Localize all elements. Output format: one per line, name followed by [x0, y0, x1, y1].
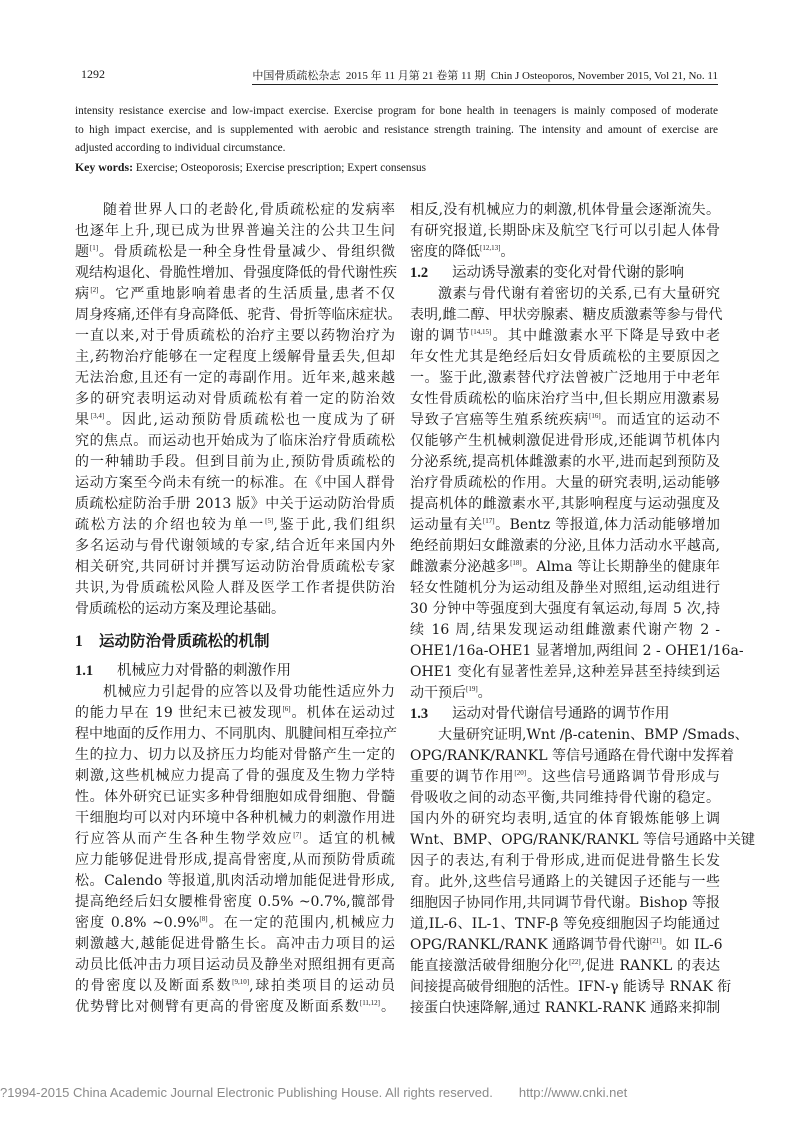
abstract	[75, 102, 718, 178]
keywords-label: Key words:	[75, 160, 133, 175]
text-line	[75, 263, 395, 284]
line-text: 果	[75, 412, 91, 428]
line-text: 能直接激活破骨细胞分化	[410, 958, 570, 974]
citation: [22]	[569, 958, 581, 966]
abstract-line: to high impact exercise, and is supplemented with aerobic and resistance strength training. The intensity and amount of exercise are	[75, 123, 718, 136]
text-line	[410, 326, 720, 347]
line-text: 究的焦点。而运动也开始成为了临床治疗骨质疏松	[75, 433, 395, 449]
line-text: 分泌系统,提高机体雌激素的水平,进而起到预防及	[410, 454, 720, 470]
text-line	[410, 389, 720, 410]
line-text: 提高绝经后妇女腰椎骨密度 0.5% ~0.7%,髋部骨	[75, 894, 395, 910]
text-line	[75, 766, 395, 787]
line-text: OHE1 变化有显著性差异,这种差异甚至持续到运	[410, 664, 720, 680]
subsection-heading	[75, 661, 395, 682]
line-text: 。	[477, 685, 492, 701]
line-text: 骨吸收之间的动态平衡,共同维持骨代谢的稳定。	[410, 790, 720, 806]
subsection-title: 机械应力对骨骼的刺激作用	[117, 663, 291, 679]
paragraph	[410, 284, 744, 704]
citation: [14,15]	[470, 328, 492, 336]
text-line	[75, 724, 395, 745]
line-text: 。因此,运动预防骨质疏松也一度成为了研	[104, 412, 396, 428]
line-text: 。其中雌激素水平下降是导致中老	[491, 328, 721, 344]
text-line	[75, 389, 395, 410]
line-text: 多的研究表明运动对骨质疏松有着一定的防治效	[75, 391, 395, 407]
text-line	[410, 977, 732, 998]
text-line	[410, 872, 720, 893]
abstract-line: adjusted according to individual circumstance.	[75, 142, 286, 155]
line-text: 激素与骨代谢有着密切的关系,已有大量研究	[438, 286, 720, 302]
text-line	[410, 368, 720, 389]
line-text: 行应答从而产生各种生物学效应	[75, 831, 294, 847]
abstract-line: intensity resistance exercise and low-impact exercise. Exercise program for bone health in teenagers is mainly composed of moderate	[75, 105, 718, 117]
line-text: ,球拍类项目的运动员	[249, 978, 395, 994]
text-line	[410, 599, 720, 620]
line-text: 周身疼痛,还伴有身高降低、驼背、骨折等临床症状。	[75, 307, 402, 323]
line-text: 提高机体的雌激素水平,其影响程度与运动强度及	[410, 496, 720, 512]
line-text: 一直以来,对于骨质疏松的治疗主要以药物治疗为	[75, 328, 395, 344]
text-line	[410, 662, 720, 683]
text-line	[410, 788, 720, 809]
line-text: 运动方案至今尚未有统一的标准。在《中国人群骨	[75, 475, 395, 491]
copyright-notice: ?1994-2015 China Academic Journal Electronic Publishing House. All rights reserved.	[0, 1085, 493, 1100]
line-text: 。适宜的机械	[301, 831, 396, 847]
text-line	[75, 452, 395, 473]
text-line	[410, 494, 720, 515]
section-number: 1	[75, 633, 83, 650]
text-line	[75, 682, 395, 703]
line-text: Wnt、BMP、OPG/RANK/RANKL 等信号通路中关键	[410, 832, 756, 848]
text-line	[75, 997, 395, 1018]
line-text: 骨质疏松的运动方案及理论基础。	[75, 601, 285, 617]
journal-title-en: Chin J Osteoporos, November 2015, Vol 21, No. 11	[490, 70, 718, 82]
line-text: 程中地面的反作用力、不同肌肉、肌腱间相互牵拉产	[75, 726, 397, 742]
citation: [21]	[649, 937, 662, 945]
text-line	[410, 620, 720, 641]
line-text: 。Alma 等让长期静坐的健康年	[521, 559, 720, 575]
text-line	[410, 746, 734, 767]
text-line	[75, 892, 395, 913]
line-text: 表明,雌二醇、甲状旁腺素、糖皮质激素等参与骨代	[410, 307, 723, 323]
line-text: 。机体在运动过	[290, 705, 396, 721]
text-line	[75, 787, 395, 808]
citation: [20]	[514, 769, 527, 777]
line-text: 应力能够促进骨形成,提高骨密度,从而预防骨质疏	[75, 852, 395, 868]
line-text: 密度的降低	[410, 244, 480, 260]
line-text: OPG/RANKL/RANK 通路调节骨代谢	[410, 937, 650, 953]
line-text: 育。此外,这些信号通路上的关键因子还能与一些	[410, 874, 720, 890]
text-line	[75, 808, 395, 829]
line-text: 轻女性随机分为运动组及静坐对照组,运动组进行	[410, 580, 720, 596]
text-line	[410, 473, 720, 494]
left-column	[75, 200, 402, 1018]
line-text: 题	[75, 244, 90, 260]
line-text: 重要的调节作用	[410, 769, 515, 785]
text-line	[410, 830, 756, 851]
line-text: 续 16 周,结果发现运动组雌激素代谢产物 2 -	[410, 622, 720, 638]
text-line	[75, 221, 395, 242]
keywords	[75, 158, 718, 178]
paragraph	[410, 725, 756, 1019]
line-text: 。如 IL-6	[661, 937, 723, 953]
line-text: 动干预后	[410, 685, 466, 701]
text-line	[410, 410, 720, 431]
citation: [16]	[589, 412, 601, 420]
line-text: 主,药物治疗能够在一定程度上缓解骨量丢失,但却	[75, 349, 395, 365]
line-text: 接蛋白快速降解,通过 RANKL-RANK 通路来抑制	[410, 1000, 721, 1016]
text-line	[410, 851, 720, 872]
line-text: 仅能够产生机械刺激促进骨形成,还能调节机体内	[410, 433, 720, 449]
text-line	[410, 998, 720, 1019]
citation: [11,12]	[359, 999, 381, 1007]
line-text: 密度 0.8% ~0.9%	[75, 915, 200, 931]
text-line	[410, 452, 720, 473]
text-line	[410, 221, 720, 242]
paragraph	[75, 200, 402, 620]
line-text: 干细胞均可以对内环境中各种机械力的刺激作用进	[75, 810, 395, 826]
text-line	[410, 347, 720, 368]
text-line	[75, 745, 395, 766]
line-text: 。Bentz 等报道,体力活动能够增加	[494, 517, 721, 533]
line-text: 动员比低冲击力项目运动员及静坐对照组拥有更高	[75, 957, 395, 973]
line-text: 道,IL-6、IL-1、TNF-β 等免疫细胞因子均能通过	[410, 916, 720, 932]
text-line	[75, 955, 395, 976]
citation: [9,10]	[232, 978, 250, 986]
line-text: 运动量有关	[410, 517, 483, 533]
text-line	[410, 284, 720, 305]
text-line	[75, 557, 395, 578]
text-line	[75, 200, 395, 221]
line-text: 相反,没有机械应力的刺激,机体骨量会逐渐流失。	[410, 202, 720, 218]
line-text: 治疗骨质疏松的作用。大量的研究表明,运动能够	[410, 475, 720, 491]
text-line	[410, 809, 720, 830]
text-line	[75, 578, 395, 599]
text-line	[410, 914, 720, 935]
text-line	[410, 956, 720, 977]
section-heading	[75, 630, 395, 651]
text-line	[410, 557, 720, 578]
line-text: 国内外的研究均表明,适宜的体育锻炼能够上调	[410, 811, 720, 827]
line-text: 。它严重地影响着患者的生活质量,患者不仅	[98, 286, 396, 302]
line-text: 优势臂比对侧臂有更高的骨密度及断面系数	[75, 999, 360, 1015]
text-line	[75, 347, 395, 368]
line-text: 病	[75, 286, 91, 302]
text-line	[75, 829, 395, 850]
text-line	[75, 242, 395, 263]
citation: [12,13]	[480, 244, 501, 252]
citation: [17]	[482, 517, 495, 525]
citation: [5]	[265, 517, 274, 525]
text-line	[75, 703, 395, 724]
citation: [18]	[510, 559, 522, 567]
subsection-number: 1.1	[75, 663, 94, 679]
text-line	[410, 431, 720, 452]
line-text: 。这些信号通路调节骨形成与	[526, 769, 721, 785]
text-line	[75, 368, 395, 389]
text-line	[75, 410, 395, 431]
text-line	[75, 431, 395, 452]
line-text: 。而适宜的运动不	[600, 412, 721, 428]
text-line	[75, 913, 395, 934]
citation: [3,4]	[90, 412, 105, 420]
citation: [6]	[282, 705, 291, 713]
subsection-heading	[410, 263, 720, 284]
page-number: 1292	[81, 67, 105, 81]
text-line	[75, 599, 395, 620]
text-line	[75, 536, 395, 557]
line-text: 间接提高破骨细胞的活性。IFN-γ 能诱导 RNAK 衔	[410, 979, 732, 995]
keywords-list: Exercise; Osteoporosis; Exercise prescription; Expert consensus	[135, 162, 427, 175]
text-line	[410, 536, 720, 557]
line-text: 30 分钟中等强度到大强度有氧运动,每周 5 次,持	[410, 601, 720, 617]
text-line	[75, 494, 395, 515]
line-text: 也逐年上升,现已成为世界普遍关注的公共卫生问	[75, 223, 395, 239]
line-text: 。	[500, 244, 515, 260]
citation: [7]	[293, 831, 302, 839]
citation: [19]	[466, 685, 478, 693]
text-line	[75, 850, 395, 871]
line-text: 刺激,这些机械应力提高了骨的强度及生物力学特	[75, 768, 395, 784]
line-text: 的能力早在 19 世纪末已被发现	[75, 705, 283, 721]
line-text: 随着世界人口的老龄化,骨质疏松症的发病率	[103, 202, 395, 218]
text-line	[410, 578, 720, 599]
subsection-heading	[410, 704, 720, 725]
text-line	[410, 200, 720, 221]
text-line	[75, 284, 395, 305]
text-line	[410, 515, 720, 536]
text-line	[75, 515, 395, 536]
line-text: 质疏松症防治手册 2013 版》中关于运动防治骨质	[75, 496, 395, 512]
line-text: 细胞因子协同作用,共同调节骨代谢。Bishop 等报	[410, 895, 720, 911]
line-text: 绝经前期妇女雌激素的分泌,且体力活动水平越高,	[410, 538, 720, 554]
line-text: 刺激越大,越能促进骨骼生长。高冲击力项目的运	[75, 936, 395, 952]
text-line	[75, 326, 395, 347]
footer	[0, 1085, 627, 1100]
text-line	[75, 871, 395, 892]
line-text: 因子的表达,有利于骨形成,进而促进骨骼生长发	[410, 853, 720, 869]
line-text: 一。鉴于此,激素替代疗法曾被广泛地用于中老年	[410, 370, 720, 386]
footer-url[interactable]: http://www.cnki.net	[518, 1085, 628, 1100]
running-header	[252, 67, 718, 85]
line-text: 。在一定的范围内,机械应力	[207, 915, 396, 931]
right-column	[410, 200, 756, 1019]
citation: [2]	[90, 286, 99, 294]
subsection-number: 1.3	[410, 706, 429, 722]
line-text: 年女性尤其是绝经后妇女骨质疏松的主要原因之	[410, 349, 720, 365]
journal-title-cn: 中国骨质疏松杂志 2015 年 11 月第 21 卷第 11 期	[252, 70, 486, 82]
text-line	[410, 305, 723, 326]
line-text: 共识,为骨质疏松风险人群及医学工作者提供防治	[75, 580, 395, 596]
text-line	[410, 767, 720, 788]
text-line	[75, 305, 402, 326]
line-text: 机械应力引起骨的应答以及骨功能性适应外力	[103, 684, 395, 700]
line-text: 松。Calendo 等报道,肌肉活动增加能促进骨形成,	[75, 873, 395, 889]
subsection-title: 运动对骨代谢信号通路的调节作用	[452, 706, 670, 722]
line-text: 大量研究证明,Wnt /β-catenin、BMP /Smads、	[438, 727, 749, 743]
line-text: 有研究报道,长期卧床及航空飞行可以引起人体骨	[410, 223, 720, 239]
line-text: 雌激素分泌越多	[410, 559, 511, 575]
citation: [1]	[89, 244, 99, 252]
line-text: 无法治愈,且还有一定的毒副作用。近年来,越来越	[75, 370, 395, 386]
line-text: 谢的调节	[410, 328, 471, 344]
text-line	[75, 934, 395, 955]
subsection-title: 运动诱导激素的变化对骨代谢的影响	[452, 265, 684, 281]
line-text: OHE1/16a-OHE1 显著增加,两组间 2 - OHE1/16a-	[410, 643, 744, 659]
line-text: 导致子宫癌等生殖系统疾病	[410, 412, 589, 428]
line-text: 性。体外研究已证实多种骨细胞如成骨细胞、骨髓	[75, 789, 395, 805]
line-text: 女性骨质疏松的临床治疗当中,但长期应用激素易	[410, 391, 720, 407]
text-line	[410, 641, 744, 662]
line-text: 疏松方法的介绍也较为单一	[75, 517, 266, 533]
line-text: OPG/RANK/RANKL 等信号通路在骨代谢中发挥着	[410, 748, 734, 764]
line-text: ,促进 RANKL 的表达	[580, 958, 721, 974]
line-text: ,鉴于此,我们组织	[273, 517, 395, 533]
text-line	[410, 893, 720, 914]
line-text: 多名运动与骨代谢领域的专家,结合近年来国内外	[75, 538, 395, 554]
line-text: 的骨密度以及断面系数	[75, 978, 233, 994]
line-text: 观结构退化、骨脆性增加、骨强度降低的骨代谢性疾	[75, 265, 397, 281]
line-text: 。骨质疏松是一种全身性骨量减少、骨组织微	[98, 244, 396, 260]
citation: [8]	[199, 915, 208, 923]
text-line	[75, 473, 395, 494]
line-text: 生的拉力、切力以及挤压力均能对骨骼产生一定的	[75, 747, 395, 763]
subsection-number: 1.2	[410, 265, 429, 281]
text-line	[410, 935, 723, 956]
paragraph	[410, 200, 720, 263]
text-line	[410, 242, 720, 263]
text-line	[75, 976, 395, 997]
text-line	[410, 683, 720, 704]
section-title: 运动防治骨质疏松的机制	[99, 631, 270, 650]
line-text: 。	[380, 999, 396, 1015]
line-text: 的一种辅助手段。但到目前为止,预防骨质疏松的	[75, 454, 395, 470]
text-line	[410, 725, 749, 746]
paragraph	[75, 682, 395, 1018]
line-text: 相关研究,共同研讨并撰写运动防治骨质疏松专家	[75, 559, 395, 575]
